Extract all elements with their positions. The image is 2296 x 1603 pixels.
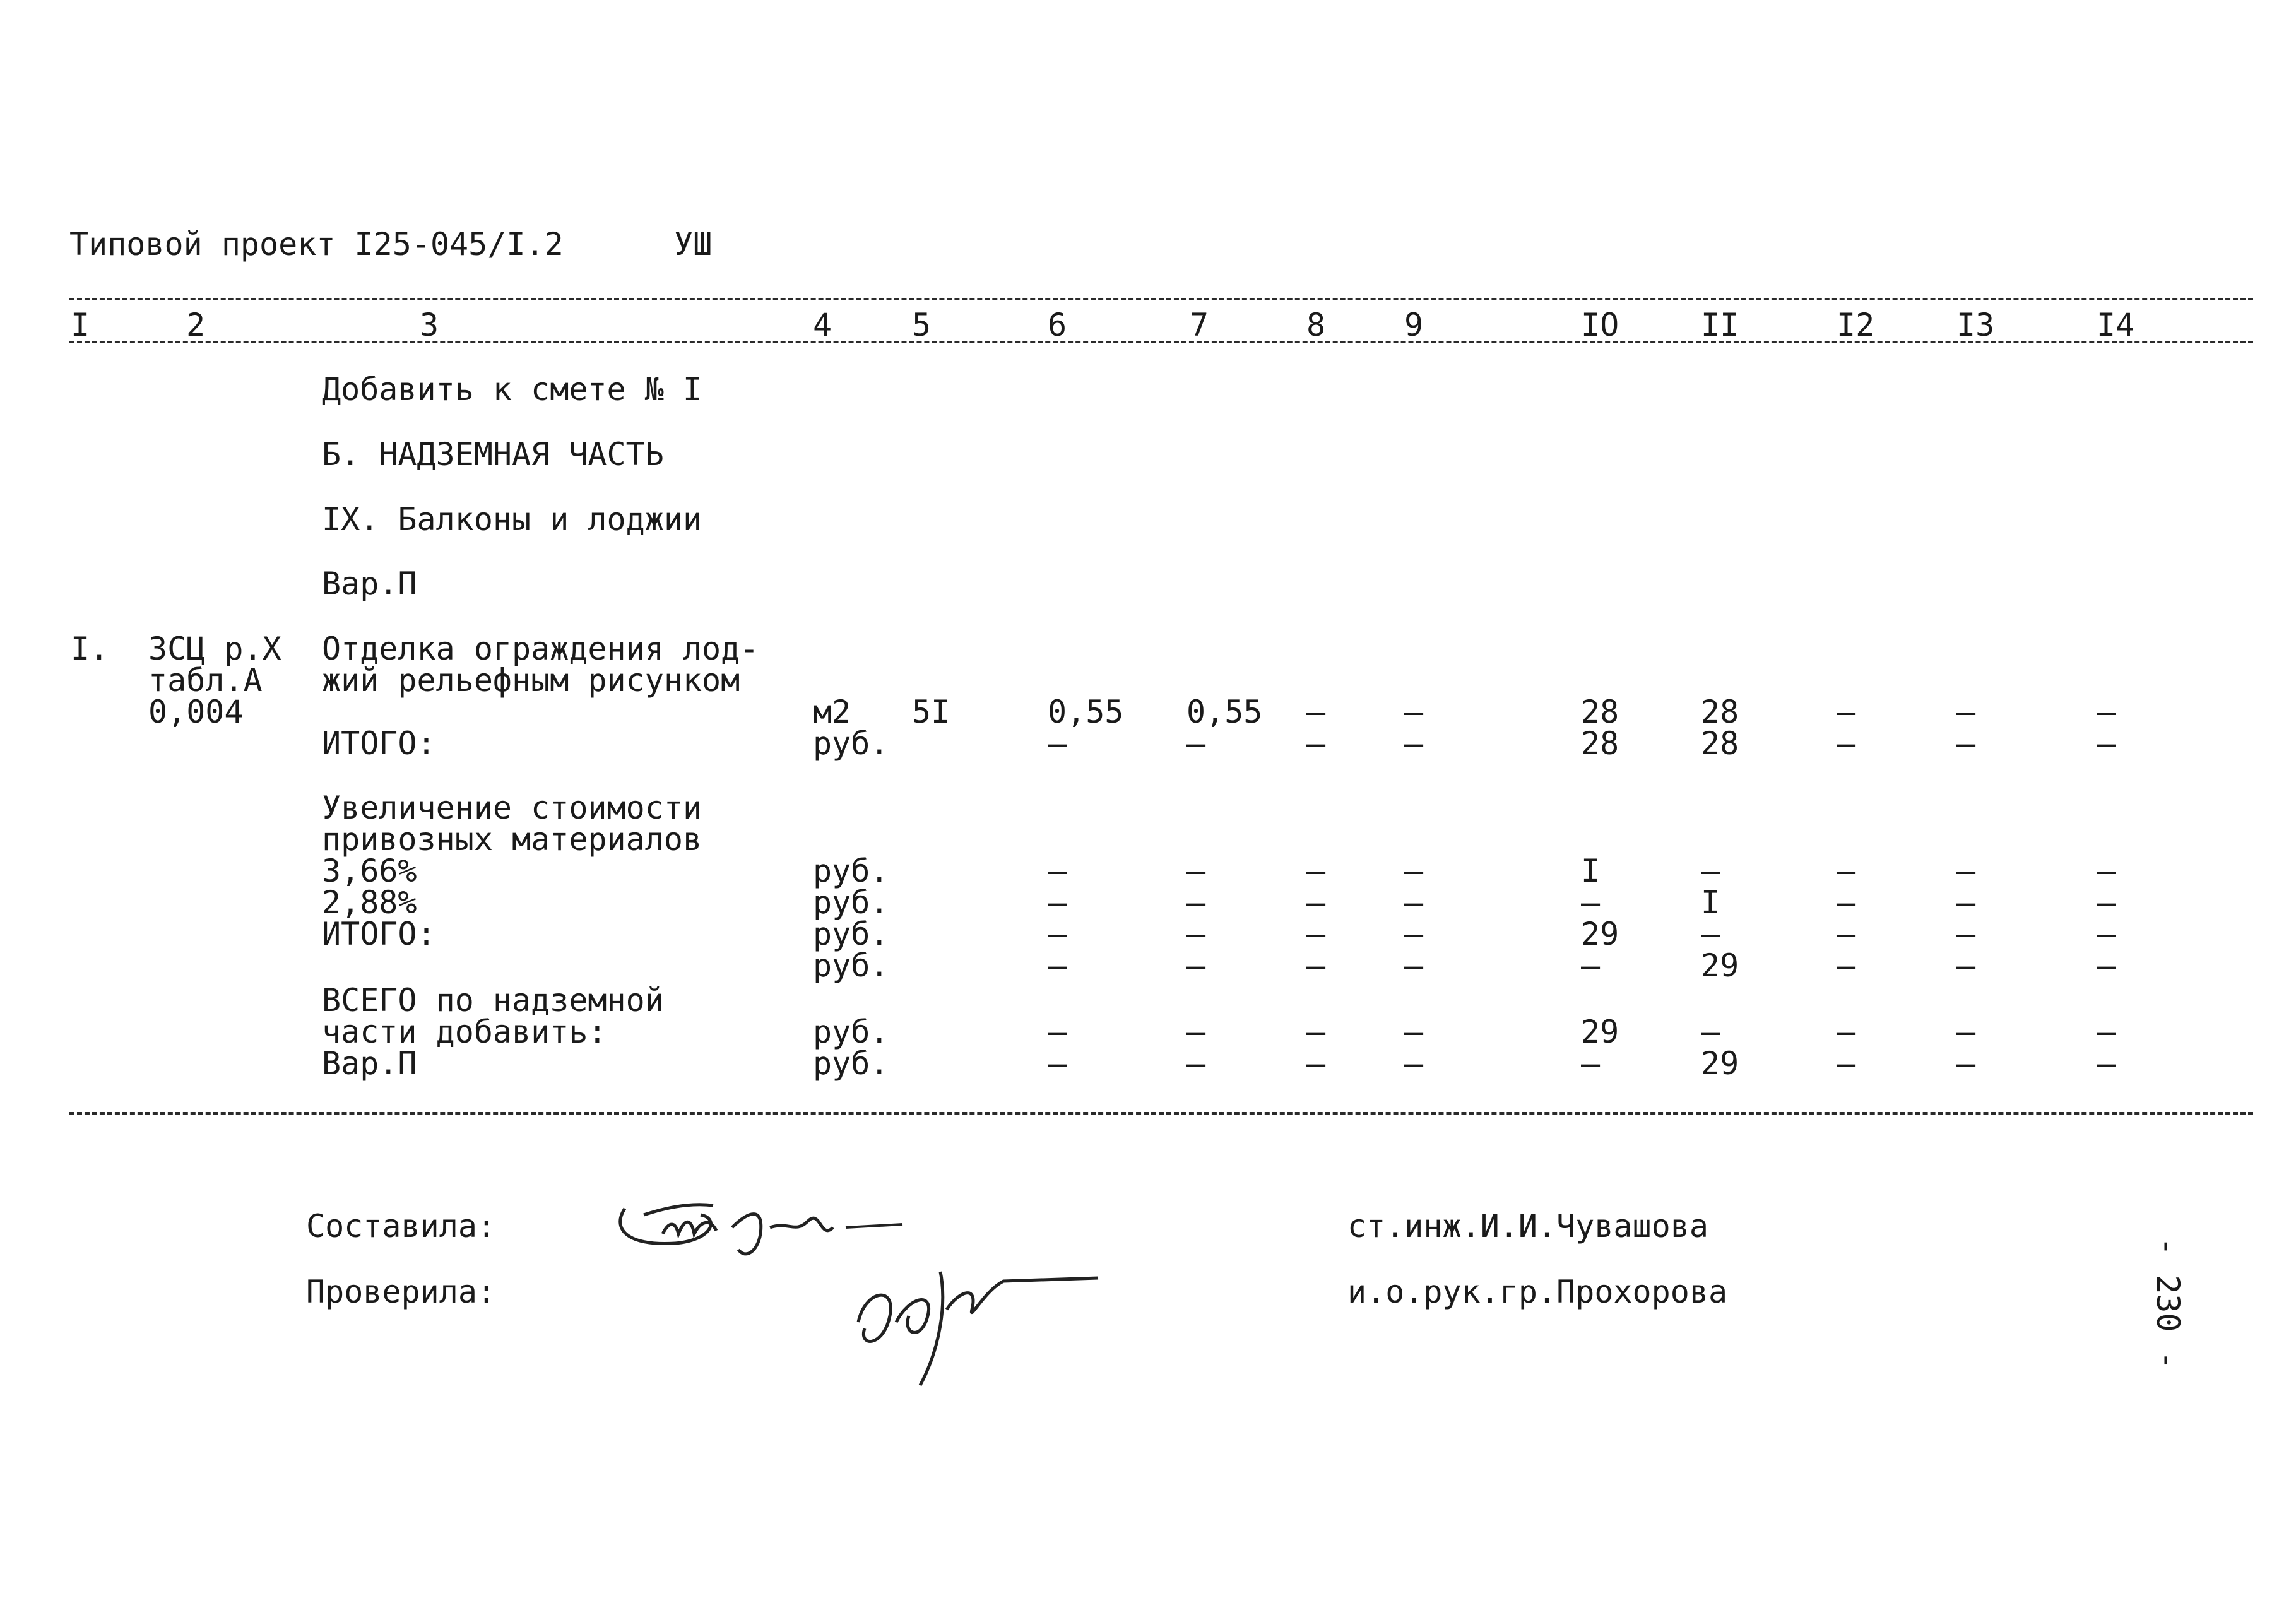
- subtotal-cell: –: [1306, 725, 1326, 762]
- col-header-10: IO: [1581, 307, 1619, 343]
- checked-label: Проверила:: [306, 1274, 497, 1310]
- col-header-12: I2: [1837, 307, 1875, 343]
- col-header-8: 8: [1306, 307, 1326, 343]
- subtotal-unit: руб.: [813, 725, 889, 762]
- total-row-cell: –: [1581, 1045, 1601, 1082]
- signature-checked: [846, 1253, 1111, 1392]
- subtotal-cell: 28: [1581, 725, 1619, 762]
- col-header-11: II: [1701, 307, 1739, 343]
- total-row-unit: руб.: [813, 1014, 889, 1050]
- total-row-cell: –: [1186, 1045, 1206, 1082]
- total-row-cell: –: [1956, 1014, 1976, 1050]
- total-row-cell: –: [1186, 1014, 1206, 1050]
- increase-row-cell: 29: [1581, 916, 1619, 952]
- increase-row-cell: –: [2097, 947, 2116, 984]
- increase-row-label: 3,66%: [322, 853, 417, 889]
- increase-row-unit: руб.: [813, 884, 889, 921]
- total-row-cell: –: [2097, 1014, 2116, 1050]
- total-label: Вар.П: [322, 1045, 417, 1082]
- compiled-label: Составила:: [306, 1208, 497, 1245]
- increase-row-cell: –: [1837, 916, 1856, 952]
- subtotal-cell: –: [1186, 725, 1206, 762]
- item-cell: –: [1404, 694, 1424, 730]
- total-row-cell: –: [1306, 1014, 1326, 1050]
- total-row-cell: 29: [1701, 1045, 1739, 1082]
- item-number: I.: [71, 630, 109, 667]
- subtotal-cell: –: [1956, 725, 1976, 762]
- section-mark: УШ: [674, 226, 713, 263]
- subtotal-cell: –: [1404, 725, 1424, 762]
- increase-row-cell: –: [1404, 916, 1424, 952]
- increase-row-cell: –: [2097, 916, 2116, 952]
- intro-line: Б. НАДЗЕМНАЯ ЧАСТЬ: [322, 436, 664, 473]
- subtotal-cell: –: [1048, 725, 1067, 762]
- total-row-cell: –: [1048, 1045, 1067, 1082]
- intro-line: Добавить к смете № I: [322, 371, 702, 408]
- increase-row-label: ИТОГО:: [322, 916, 436, 952]
- increase-row-cell: 29: [1701, 947, 1739, 984]
- increase-row-cell: –: [1404, 884, 1424, 921]
- top-rule: [69, 298, 2253, 300]
- increase-row-cell: –: [1701, 853, 1720, 889]
- col-header-9: 9: [1404, 307, 1424, 343]
- total-row-cell: –: [1837, 1014, 1856, 1050]
- increase-row-cell: –: [1837, 884, 1856, 921]
- increase-row-cell: –: [1306, 916, 1326, 952]
- checked-by: и.о.рук.гр.Прохорова: [1347, 1274, 1728, 1310]
- increase-row-cell: I: [1701, 884, 1720, 921]
- increase-label: Увеличение стоимости: [322, 790, 702, 826]
- item-cell: –: [1306, 694, 1326, 730]
- item-cell: –: [1837, 694, 1856, 730]
- increase-row-cell: –: [1956, 884, 1976, 921]
- increase-row-cell: –: [1837, 947, 1856, 984]
- subtotal-cell: –: [1837, 725, 1856, 762]
- increase-row-cell: –: [2097, 853, 2116, 889]
- item-description: Отделка ограждения лод-: [322, 630, 759, 667]
- header-underline-rule: [69, 341, 2253, 343]
- item-code: ЗСЦ р.Х: [148, 630, 281, 667]
- item-cell: 0,55: [1186, 694, 1263, 730]
- item-cell: –: [1956, 694, 1976, 730]
- increase-row-cell: –: [1048, 884, 1067, 921]
- increase-row-cell: –: [1404, 853, 1424, 889]
- subtotal-cell: –: [2097, 725, 2116, 762]
- total-row-cell: –: [1306, 1045, 1326, 1082]
- increase-row-cell: –: [1048, 853, 1067, 889]
- compiled-by: ст.инж.И.И.Чувашова: [1347, 1208, 1708, 1245]
- subtotal-cell: 28: [1701, 725, 1739, 762]
- increase-row-cell: –: [2097, 884, 2116, 921]
- total-label: части добавить:: [322, 1014, 607, 1050]
- subtotal-label: ИТОГО:: [322, 725, 436, 762]
- col-header-7: 7: [1190, 307, 1209, 343]
- increase-row-unit: руб.: [813, 916, 889, 952]
- total-row-unit: руб.: [813, 1045, 889, 1082]
- col-header-6: 6: [1048, 307, 1067, 343]
- total-row-cell: –: [1837, 1045, 1856, 1082]
- increase-row-cell: –: [1581, 884, 1601, 921]
- item-cell: –: [2097, 694, 2116, 730]
- item-code: 0,004: [148, 694, 244, 730]
- increase-row-cell: –: [1701, 916, 1720, 952]
- item-unit: м2: [813, 694, 851, 730]
- col-header-5: 5: [912, 307, 932, 343]
- total-row-cell: –: [1701, 1014, 1720, 1050]
- item-quantity: 5I: [912, 694, 950, 730]
- increase-row-cell: –: [1186, 916, 1206, 952]
- intro-line: IX. Балконы и лоджии: [322, 501, 702, 538]
- increase-label: привозных материалов: [322, 821, 702, 858]
- bottom-rule: [69, 1112, 2253, 1115]
- increase-row-label: 2,88%: [322, 884, 417, 921]
- increase-row-cell: –: [1306, 853, 1326, 889]
- increase-row-unit: руб.: [813, 947, 889, 984]
- total-row-cell: –: [1956, 1045, 1976, 1082]
- increase-row-cell: –: [1048, 947, 1067, 984]
- increase-row-cell: –: [1956, 853, 1976, 889]
- increase-row-cell: –: [1404, 947, 1424, 984]
- total-row-cell: –: [1048, 1014, 1067, 1050]
- increase-row-cell: –: [1956, 916, 1976, 952]
- col-header-14: I4: [2097, 307, 2135, 343]
- item-cell: 0,55: [1048, 694, 1124, 730]
- item-cell: 28: [1701, 694, 1739, 730]
- col-header-3: 3: [420, 307, 439, 343]
- total-row-cell: –: [1404, 1014, 1424, 1050]
- total-label: ВСЕГО по надземной: [322, 982, 664, 1019]
- increase-row-cell: –: [1581, 947, 1601, 984]
- total-row-cell: –: [2097, 1045, 2116, 1082]
- col-header-1: I: [71, 307, 90, 343]
- increase-row-unit: руб.: [813, 853, 889, 889]
- page-number: - 230 -: [2150, 1237, 2186, 1370]
- increase-row-cell: –: [1306, 884, 1326, 921]
- increase-row-cell: –: [1048, 916, 1067, 952]
- increase-row-cell: –: [1186, 884, 1206, 921]
- col-header-13: I3: [1956, 307, 1995, 343]
- item-description: жий рельефным рисунком: [322, 662, 740, 699]
- col-header-2: 2: [186, 307, 206, 343]
- total-row-cell: 29: [1581, 1014, 1619, 1050]
- item-code: табл.А: [148, 662, 263, 699]
- increase-row-cell: –: [1837, 853, 1856, 889]
- increase-row-cell: –: [1306, 947, 1326, 984]
- increase-row-cell: –: [1956, 947, 1976, 984]
- increase-row-cell: –: [1186, 947, 1206, 984]
- increase-row-cell: I: [1581, 853, 1601, 889]
- item-cell: 28: [1581, 694, 1619, 730]
- document-title: Типовой проект I25-045/I.2: [69, 226, 564, 263]
- increase-row-cell: –: [1186, 853, 1206, 889]
- col-header-4: 4: [813, 307, 832, 343]
- intro-line: Вар.П: [322, 565, 417, 602]
- total-row-cell: –: [1404, 1045, 1424, 1082]
